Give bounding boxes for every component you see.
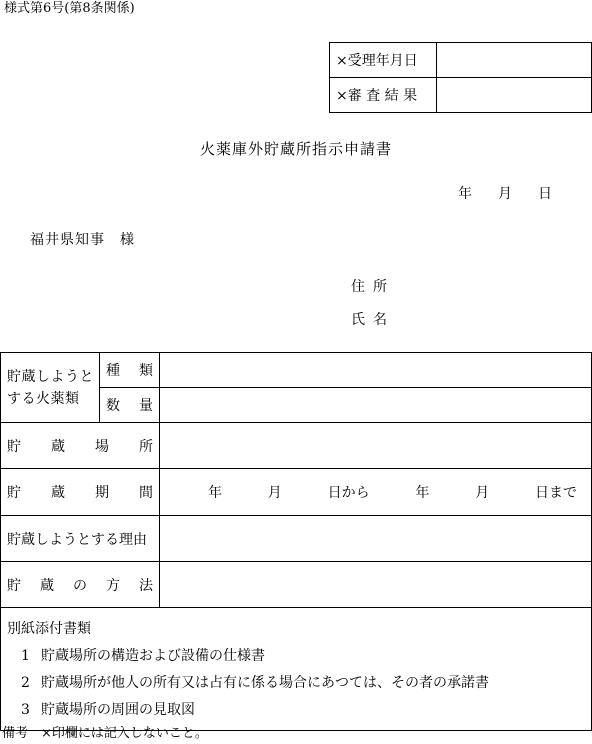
- date-day: 日: [538, 186, 552, 202]
- label-char: 方: [106, 577, 120, 594]
- addressee: 福井県知事 様: [30, 232, 135, 248]
- period-values: [160, 482, 591, 502]
- attachment-num: 1: [21, 648, 30, 664]
- reason-label: 貯蔵しようとする理由: [7, 531, 147, 548]
- reason-field[interactable]: [160, 516, 592, 562]
- date-year: 年: [458, 186, 472, 202]
- label-char: 貯: [7, 485, 21, 501]
- label-char: 場: [95, 438, 109, 455]
- date-month: 月: [498, 186, 512, 202]
- review-result-row: [330, 78, 592, 113]
- location-label: [1, 436, 159, 456]
- note: 備考 ×印欄には記入しないこと。: [2, 726, 208, 741]
- period-label-cell: [1, 469, 160, 516]
- label-char: 量: [139, 398, 153, 414]
- label-char: 所: [139, 438, 153, 455]
- label-char: 数: [106, 398, 120, 414]
- attachments-heading: 別紙添付書類: [7, 621, 91, 637]
- form-number: 様式第6号(第8条関係): [4, 1, 135, 16]
- attachment-text: 貯蔵場所の構造および設備の仕様書: [41, 648, 265, 664]
- attachment-num: 3: [21, 702, 30, 718]
- attachment-item: [7, 697, 583, 724]
- label-char: 蔵: [40, 577, 54, 594]
- reason-label-cell: [1, 516, 160, 562]
- attachment-text: 貯蔵場所の周囲の見取図: [41, 702, 195, 718]
- attachment-num: 2: [21, 675, 30, 691]
- method-row: [1, 562, 592, 608]
- explosive-label: 貯蔵しようとする火薬類: [7, 368, 94, 407]
- receipt-box: [329, 42, 592, 113]
- period-label: [1, 482, 159, 502]
- period-to-month: 月: [475, 485, 490, 501]
- application-date[interactable]: [458, 187, 552, 201]
- quantity-label-cell: [100, 388, 160, 423]
- quantity-field[interactable]: [160, 388, 592, 423]
- attachment-item: [7, 643, 583, 670]
- label-char: 貯: [7, 577, 21, 594]
- label-char: 蔵: [51, 438, 65, 455]
- attachment-text: 貯蔵場所が他人の所有又は占有に係る場合にあつては、その者の承諾書: [41, 675, 489, 691]
- label-char: 類: [139, 363, 153, 379]
- applicant-name-label: 氏名: [351, 312, 395, 328]
- method-label: [1, 575, 159, 595]
- received-date-label: ×受理年月日: [330, 43, 437, 78]
- attachment-item: [7, 670, 583, 697]
- period-from-day: 日から: [327, 485, 370, 501]
- attachments-cell: [1, 608, 592, 731]
- label-char: 蔵: [51, 485, 65, 501]
- attachments-row: [1, 608, 592, 731]
- method-label-cell: [1, 562, 160, 608]
- period-to-year: 年: [415, 485, 430, 501]
- period-from-year: 年: [208, 485, 222, 501]
- method-field[interactable]: [160, 562, 592, 608]
- kind-field[interactable]: [160, 353, 592, 388]
- period-from-month: 月: [267, 485, 282, 501]
- received-date-field[interactable]: [437, 43, 592, 78]
- location-label-cell: [1, 423, 160, 469]
- period-to-day: 日まで: [534, 485, 577, 501]
- label-char: の: [73, 577, 87, 594]
- kind-label: [100, 360, 159, 380]
- label-char: 法: [139, 577, 153, 594]
- kind-row: [1, 353, 592, 388]
- label-char: 間: [139, 485, 153, 501]
- quantity-label: [100, 395, 159, 415]
- review-result-field[interactable]: [437, 78, 592, 113]
- explosive-label-cell: [1, 353, 100, 423]
- applicant-address-label: 住所: [351, 279, 395, 295]
- review-result-label: ×審 査 結 果: [330, 78, 437, 113]
- location-field[interactable]: [160, 423, 592, 469]
- reason-row: [1, 516, 592, 562]
- period-field[interactable]: [160, 469, 592, 516]
- document-title: 火薬庫外貯蔵所指示申請書: [199, 140, 392, 158]
- label-char: 期: [95, 485, 109, 501]
- kind-label-cell: [100, 353, 160, 388]
- application-table: [0, 352, 592, 731]
- period-row: [1, 469, 592, 516]
- receipt-date-row: [330, 43, 592, 78]
- location-row: [1, 423, 592, 469]
- label-char: 種: [106, 363, 120, 379]
- label-char: 貯: [7, 438, 21, 455]
